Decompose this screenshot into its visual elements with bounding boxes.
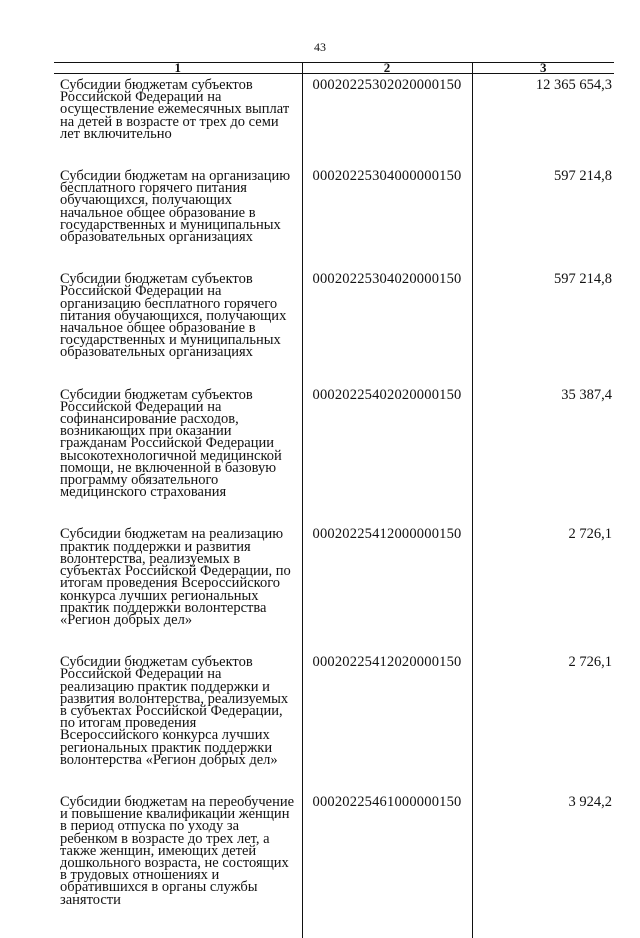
row-amount: 597 214,8 <box>472 165 614 268</box>
row-amount: 2 726,1 <box>472 651 614 791</box>
table-row <box>54 523 614 651</box>
row-amount: 35 387,4 <box>472 384 614 524</box>
row-name: Субсидии бюджетам на реализацию практик поддержки и развития волонтерства, реализуемых в субъектах Российской Федерации, по итогам проведения Всероссийского конкурса лучших региональных практик поддержки волонтерства «Регион добрых дел» <box>60 526 291 628</box>
row-amount: 2 726,1 <box>472 523 614 651</box>
row-code: 00020225304000000150 <box>302 165 472 268</box>
row-name: Субсидии бюджетам на организацию бесплатного горячего питания обучающихся, получающих начальное общее образование в государственных и муниципальных образовательных организациях <box>60 168 291 246</box>
table-row <box>54 651 614 791</box>
row-code: 00020225412000000150 <box>302 523 472 651</box>
row-amount: 12 365 654,3 <box>472 74 614 166</box>
table-row <box>54 384 614 524</box>
column-header-3: 3 <box>472 63 614 74</box>
table-row <box>54 165 614 268</box>
row-amount: 3 924,2 <box>472 791 614 938</box>
table-row <box>54 791 614 938</box>
row-amount: 597 214,8 <box>472 268 614 383</box>
row-code: 00020225302020000150 <box>302 74 472 166</box>
column-header-1: 1 <box>54 63 302 74</box>
budget-table <box>54 62 614 938</box>
row-name: Субсидии бюджетам на переобучение и повышение квалификации женщин в период отпуска по уходу за ребенком в возрасте до трех лет, а также женщин, имеющих детей дошкольного возраста, не состоящих в трудовых отношениях и обратившихся в органы службы занятости <box>60 793 295 908</box>
row-name: Субсидии бюджетам субъектов Российской Федерации на реализацию практик поддержки и развития волонтерства, реализуемых в субъектах Российской Федерации, по итогам проведения Всероссийского конкурса лучших региональных практик поддержки волонтерства «Регион добрых дел» <box>60 654 289 768</box>
row-code: 00020225402020000150 <box>302 384 472 524</box>
row-name: Субсидии бюджетам субъектов Российской Федерации на организацию бесплатного горячего питания обучающихся, получающих начальное общее образование в государственных и муниципальных образовательных организациях <box>60 271 287 361</box>
row-name: Субсидии бюджетам субъектов Российской Федерации на софинансирование расходов, возникающих при оказании гражданам Российской Федерации высокотехнологичной медицинской помощи, не включенной в базовую программу обязательного медицинского страхования <box>60 386 282 501</box>
table-row <box>54 74 614 166</box>
row-code: 00020225304020000150 <box>302 268 472 383</box>
row-code: 00020225461000000150 <box>302 791 472 938</box>
row-name: Субсидии бюджетам субъектов Российской Федерации на осуществление ежемесячных выплат на детей в возрасте от трех до семи лет включительно <box>60 77 290 142</box>
page-number: 43 <box>314 40 326 54</box>
table-row <box>54 268 614 383</box>
column-header-2: 2 <box>302 63 472 74</box>
row-code: 00020225412020000150 <box>302 651 472 791</box>
table-header-row <box>54 63 614 74</box>
